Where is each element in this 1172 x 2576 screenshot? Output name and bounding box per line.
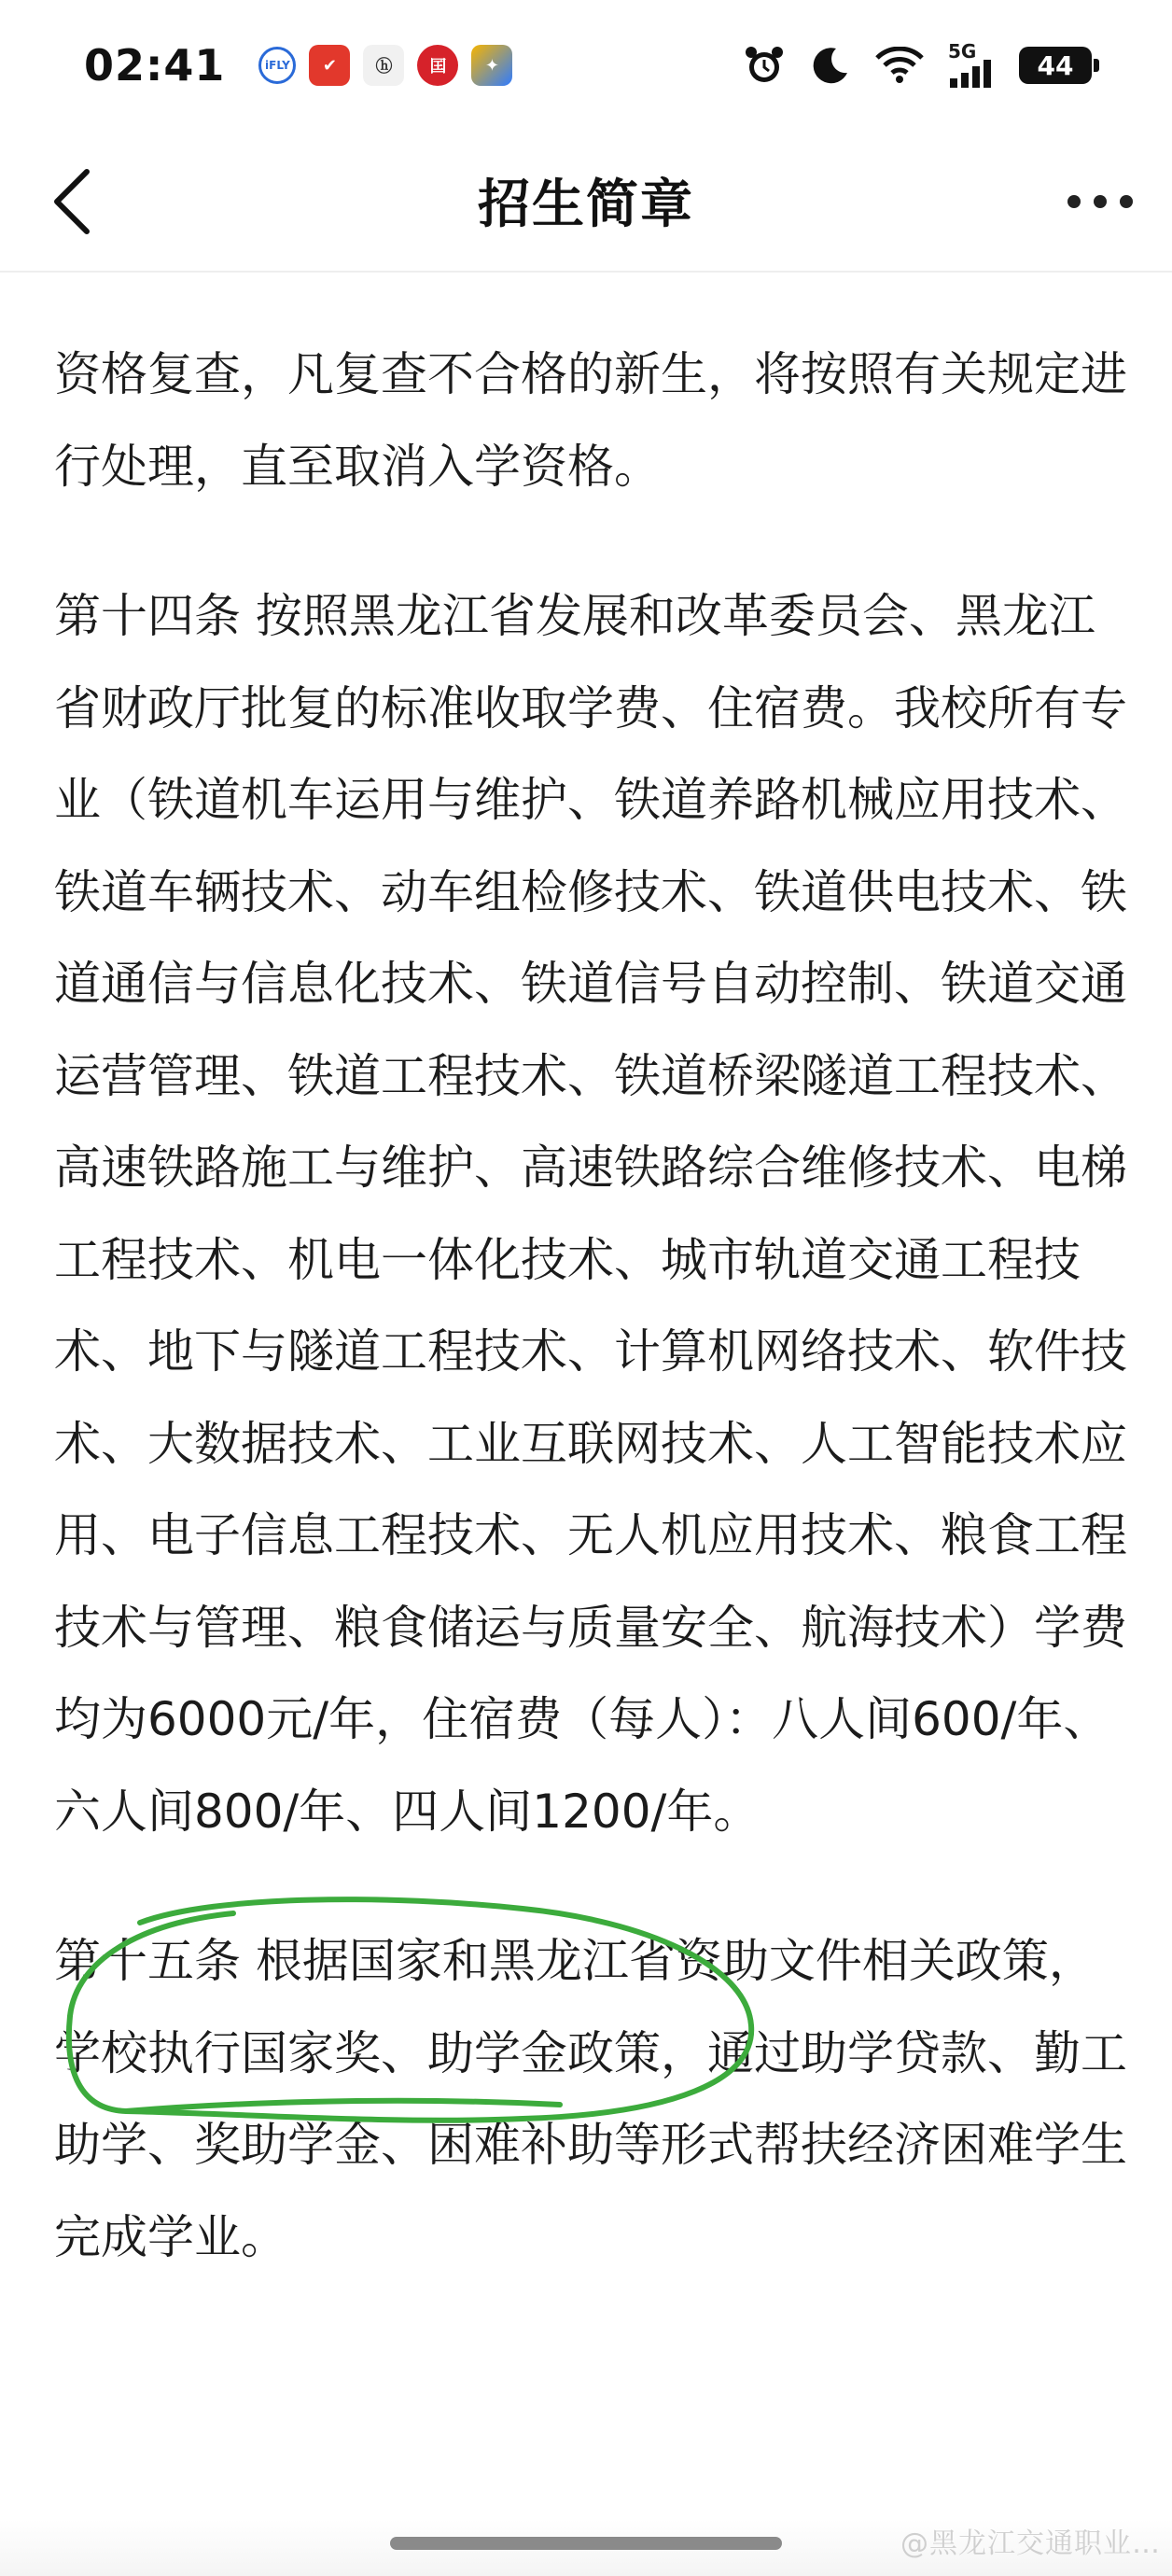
status-time: 02:41 [84, 40, 226, 91]
iflytek-icon: iFLY [258, 47, 296, 84]
wifi-icon [875, 47, 924, 84]
signal-icon [948, 40, 995, 88]
paragraph-article-15: 第十五条 根据国家和黑龙江省资助文件相关政策，学校执行国家奖、助学金政策，通过助学贷款、勤工助学、奖助学金、困难补助等形式帮扶经济困难学生完成学业。 [54, 1934, 1127, 2264]
hub-app-icon: ⓗ [363, 45, 404, 86]
paragraph-qualification-review: 资格复查，凡复查不合格的新生，将按照有关规定进行处理，直至取消入学资格。 [54, 347, 1127, 494]
status-left [84, 40, 525, 91]
battery-level: 44 [1019, 47, 1092, 84]
more-dots-icon [1067, 194, 1134, 209]
star-app-icon: ✦ [471, 45, 512, 86]
more-options-button[interactable] [1058, 168, 1142, 235]
do-not-disturb-icon [810, 45, 851, 86]
watermark: @黑龙江交通职业… [900, 2527, 1161, 2560]
article-content [54, 329, 1127, 2283]
back-button[interactable] [35, 164, 110, 239]
alarm-icon [743, 44, 786, 87]
battery-icon [1019, 47, 1092, 84]
network-type: 5G [948, 40, 977, 63]
status-right [719, 40, 1092, 88]
gov-app-icon: 囯 [417, 45, 458, 86]
chevron-left-icon [49, 168, 96, 235]
task-app-icon: ✔ [309, 45, 350, 86]
paragraph-article-14: 第十四条 按照黑龙江省发展和改革委员会、黑龙江省财政厅批复的标准收取学费、住宿费。我校所有专业（铁道机车运用与维护、铁道养路机械应用技术、铁道车辆技术、动车组检修技术、铁道供电技术、铁道通信与信息化技术、铁道信号自动控制、铁道交通运营管理、铁道工程技术、铁道桥梁隧道工程技术、高速铁路施工与维护、高速铁路综合维修技术、电梯工程技术、机电一体化技术、城市轨道交通工程技术、地下与隧道工程技术、计算机网络技术、软件技术、大数据技术、工业互联网技术、人工智能技术应用、电子信息工程技术、无人机应用技术、粮食工程技术与管理、粮食储运与质量安全、航海技术）学费均为6000元/年，住宿费（每人）：八人间600/年、六人间800/年、四人间1200/年。 [54, 589, 1127, 1839]
page-title: 招生简章 [478, 175, 694, 235]
status-bar [0, 0, 1172, 131]
home-gesture-bar[interactable] [390, 2537, 782, 2550]
nav-bar [0, 131, 1172, 273]
